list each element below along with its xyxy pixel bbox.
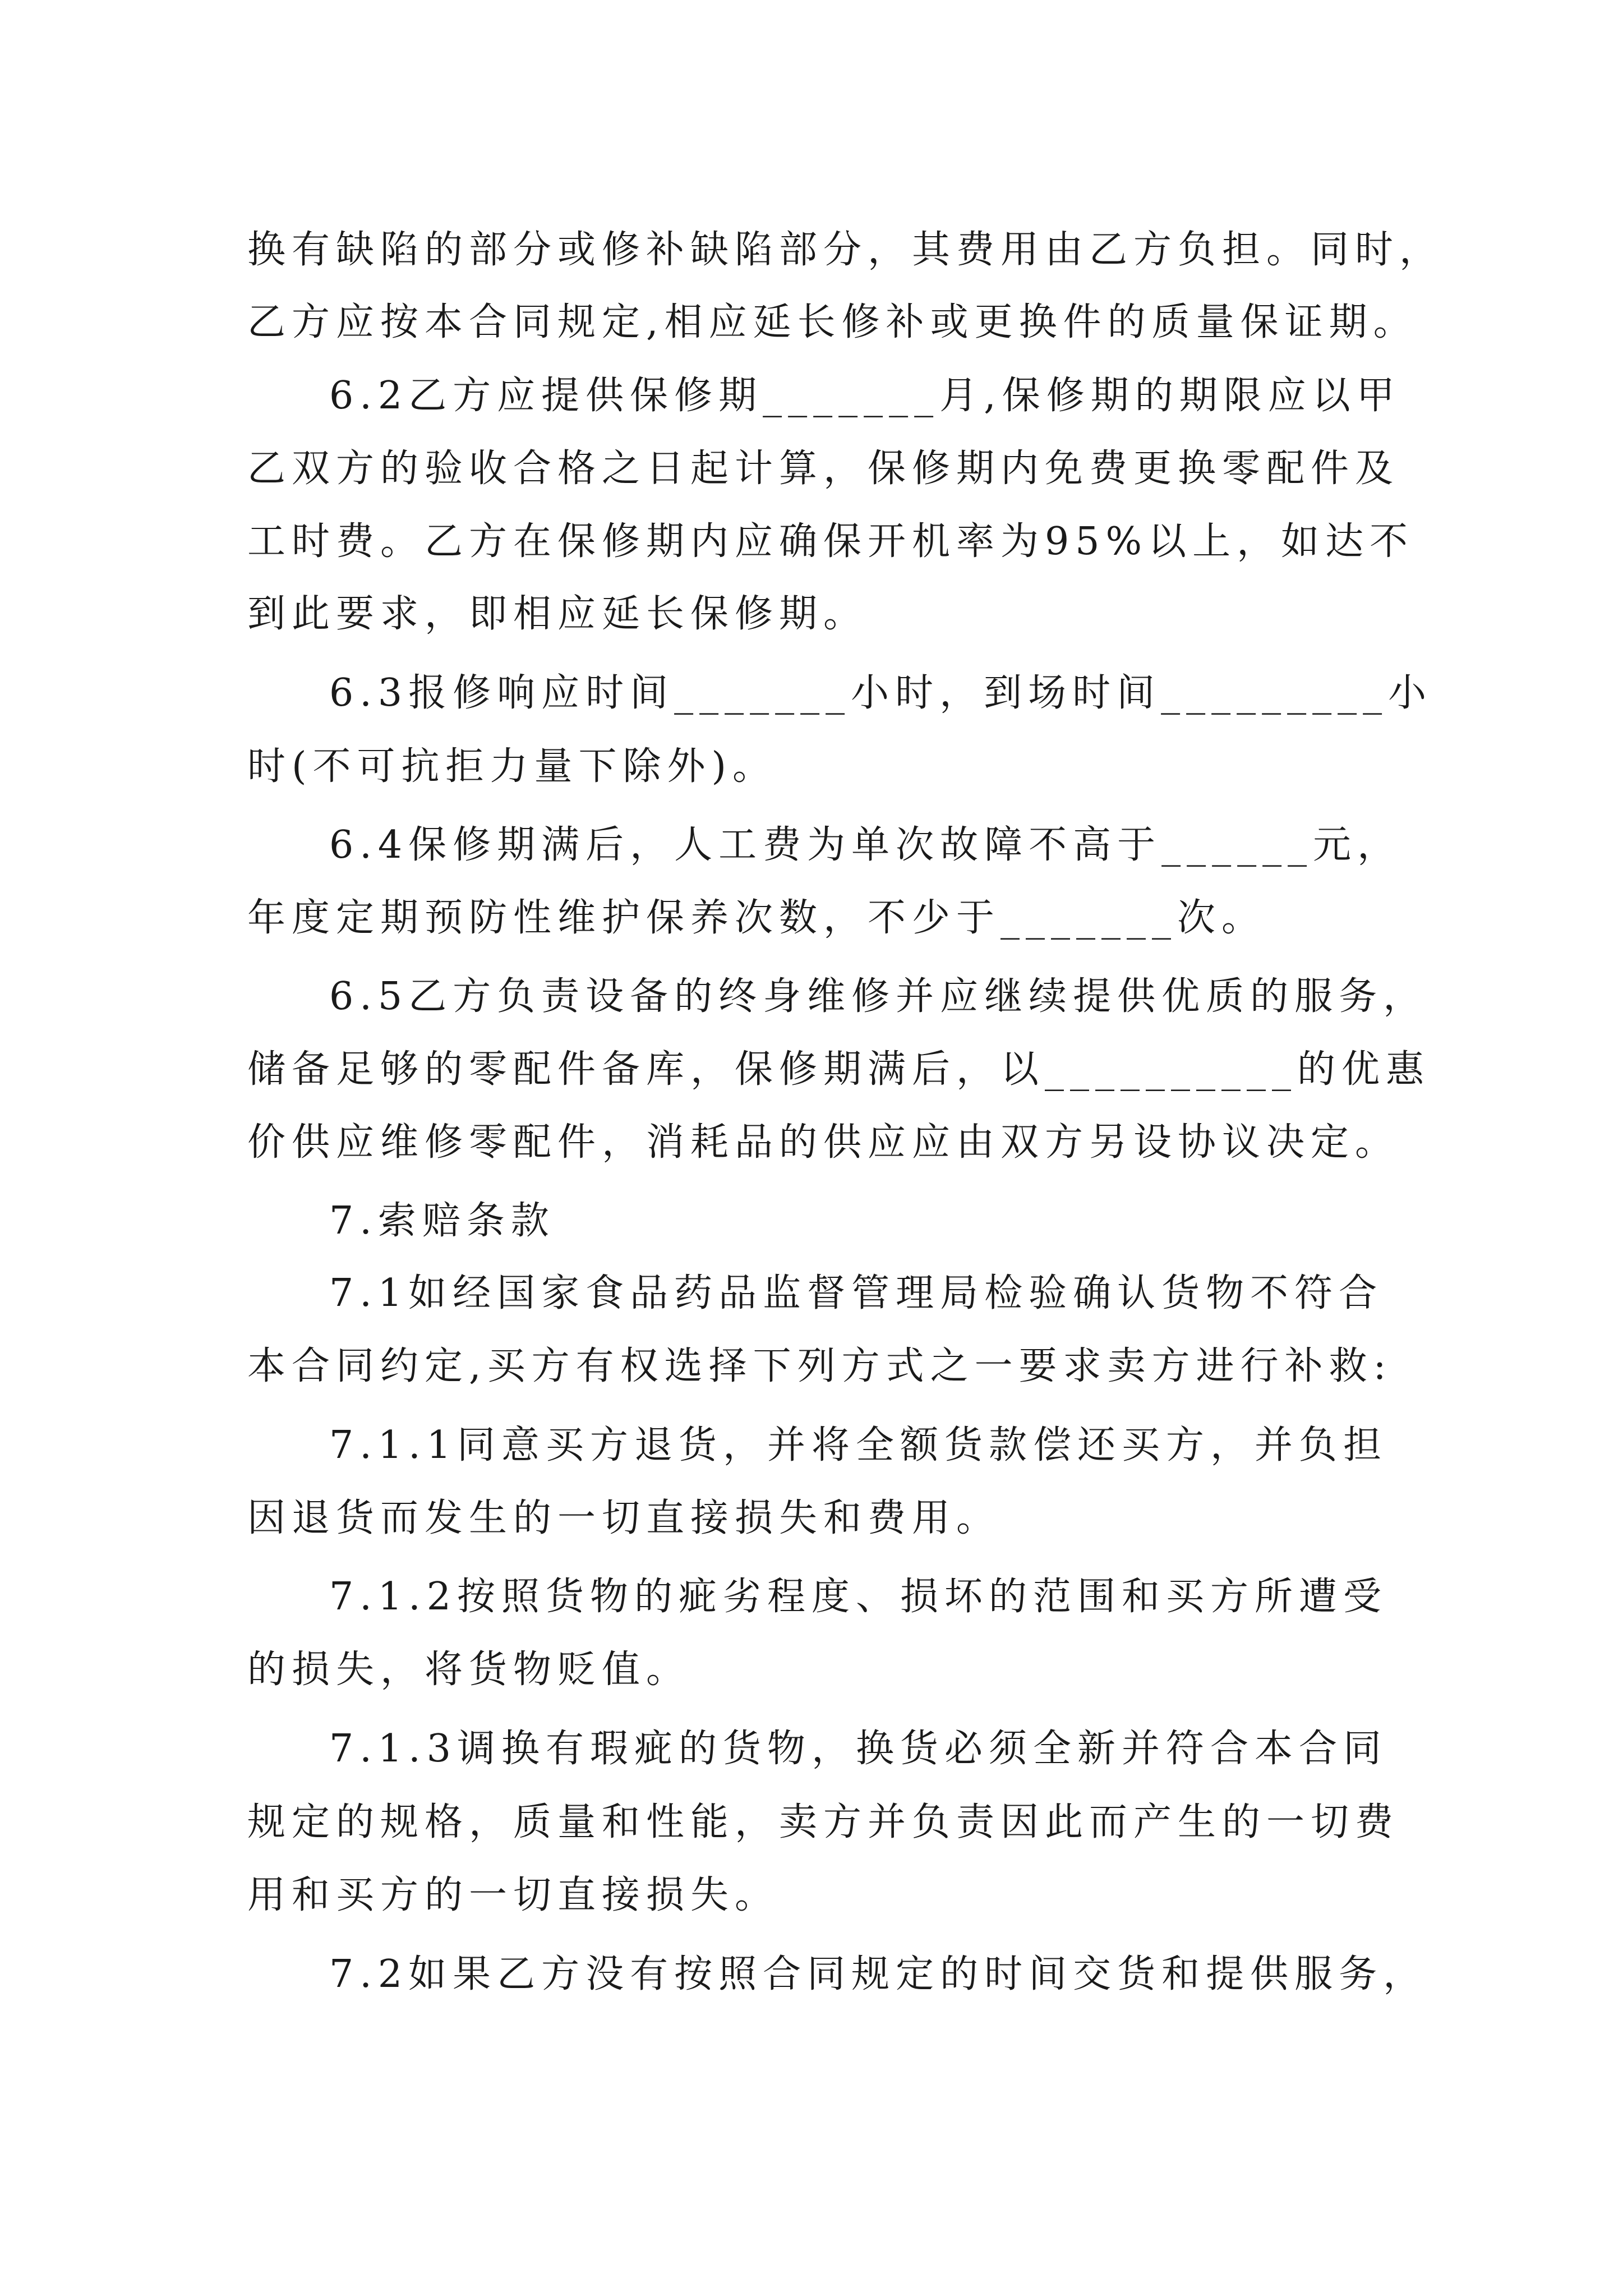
text-line: 因退货而发生的一切直接损失和费用。 bbox=[247, 1496, 1001, 1540]
text-line: 用和买方的一切直接损失。 bbox=[247, 1873, 780, 1917]
text-line: 的损失，将货物贬值。 bbox=[247, 1648, 691, 1692]
paragraph-first-line: 7.1.1同意买方退货，并将全额货款偿还买方，并负担 bbox=[329, 1423, 1388, 1467]
text-line: 工时费。乙方在保修期内应确保开机率为95%以上，如达不 bbox=[247, 519, 1414, 564]
text-line: 储备足够的零配件备库，保修期满后，以__________的优惠 bbox=[247, 1047, 1431, 1092]
text-line: 时(不可抗拒力量下除外)。 bbox=[247, 744, 777, 789]
text-line: 到此要求，即相应延长保修期。 bbox=[247, 592, 868, 636]
text-line: 乙方应按本合同规定,相应延长修补或更换件的质量保证期。 bbox=[247, 300, 1418, 344]
text-line: 价供应维修零配件，消耗品的供应应由双方另设协议决定。 bbox=[247, 1120, 1400, 1165]
paragraph-first-line: 6.5乙方负责设备的终身维修并应继续提供优质的服务， bbox=[329, 974, 1428, 1019]
paragraph-first-line: 7.2如果乙方没有按照合同规定的时间交货和提供服务， bbox=[329, 1952, 1428, 1996]
paragraph-first-line: 7.1如经国家食品药品监督管理局检验确认货物不符合 bbox=[329, 1271, 1384, 1315]
paragraph-first-line: 7.1.2按照货物的疵劣程度、损坏的范围和买方所遭受 bbox=[329, 1575, 1388, 1619]
text-line: 本合同约定,买方有权选择下列方式之一要求卖方进行补救: bbox=[247, 1344, 1393, 1388]
paragraph-first-line: 7.1.3调换有瑕疵的货物，换货必须全新并符合本合同 bbox=[329, 1727, 1388, 1771]
text-line: 规定的规格，质量和性能，卖方并负责因此而产生的一切费 bbox=[247, 1800, 1400, 1844]
text-line: 换有缺陷的部分或修补缺陷部分，其费用由乙方负担。同时， bbox=[247, 228, 1444, 272]
text-line: 乙双方的验收合格之日起计算，保修期内免费更换零配件及 bbox=[247, 447, 1400, 491]
text-line: 年度定期预防性维护保养次数，不少于_______次。 bbox=[247, 896, 1266, 940]
paragraph-first-line: 6.2乙方应提供保修期_______月,保修期的期限应以甲 bbox=[329, 374, 1401, 418]
paragraph-first-line: 6.3报修响应时间_______小时，到场时间_________小 bbox=[329, 671, 1433, 715]
paragraph-first-line: 6.4保修期满后，人工费为单次故障不高于______元， bbox=[329, 823, 1402, 867]
section-heading: 7.索赔条款 bbox=[329, 1199, 555, 1243]
